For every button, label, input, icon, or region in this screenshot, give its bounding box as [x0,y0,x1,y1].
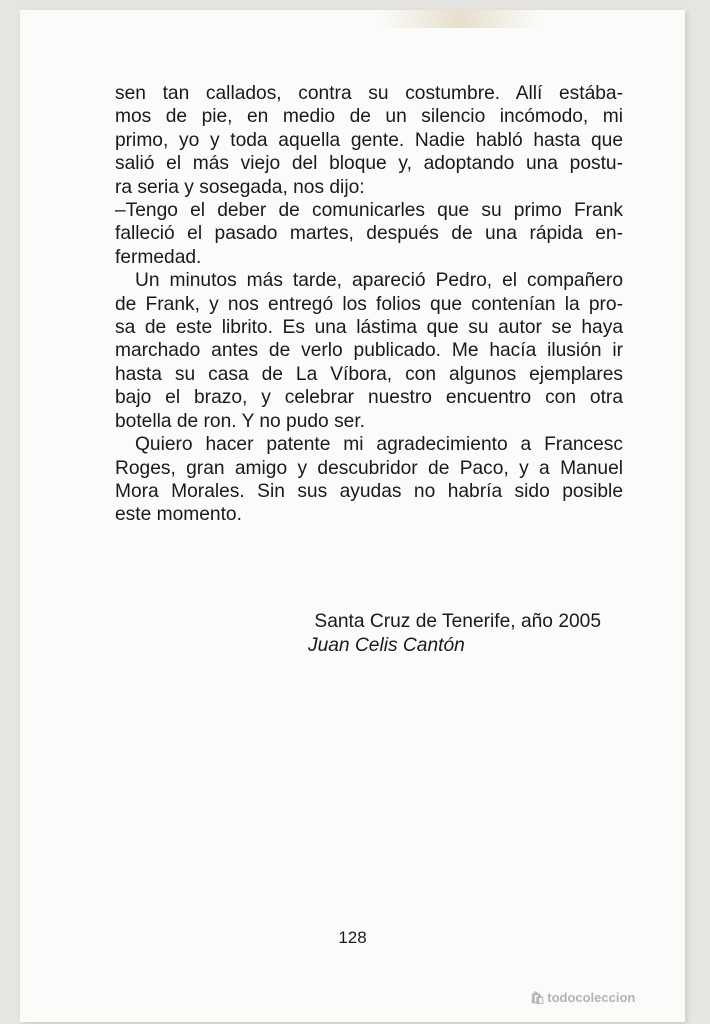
watermark-text: todocoleccion [547,990,636,1005]
text-line: de Frank, y nos entregó los folios que contenían la pro- [115,293,623,315]
text-line: sen tan callados, contra su costumbre. Allí estába- [115,83,623,104]
text-line: sa de este librito. Es una lástima que su autor se haya [115,317,623,339]
signature-author: Juan Celis Cantón [308,635,465,656]
text-line: Un minutos más tarde, apareció Pedro, el compañero [135,270,623,292]
text-line: marchado antes de verlo publicado. Me hacía ilusión ir [115,340,623,362]
text-line: fermedad. [115,246,202,268]
text-line: –Tengo el deber de comunicarles que su primo Frank [115,200,623,222]
text-line: primo, yo y toda aquella gente. Nadie habló hasta que [115,129,623,151]
page-number: 128 [338,928,367,947]
signature-place: Santa Cruz de Tenerife, año 2005 [314,611,601,632]
text-line: bajo el brazo, y celebrar nuestro encuentro con otra [115,387,623,409]
text-line: Quiero hacer patente mi agradecimiento a Francesc [135,434,623,456]
text-line: hasta su casa de La Víbora, con algunos ejemplares [115,363,623,385]
text-line: falleció el pasado martes, después de una rápida en- [115,223,623,245]
signature-block [115,610,623,658]
text-line: Mora Morales. Sin sus ayudas no habría sido posible [115,480,623,502]
paper-stain [380,10,540,28]
shopping-bag-icon: 🛍 [530,991,546,1005]
text-line: salió el más viejo del bloque y, adoptando una postu- [115,153,623,175]
text-line: ra seria y sosegada, nos dijo: [115,176,365,198]
watermark-logo [530,990,635,1005]
text-line: este momento. [115,504,242,526]
text-line: mos de pie, en medio de un silencio incómodo, mi [115,106,623,128]
body-text [115,82,623,527]
text-line: Roges, gran amigo y descubridor de Paco, y a Manuel [115,457,623,479]
text-line: botella de ron. Y no pudo ser. [115,410,365,432]
book-page [20,10,685,1022]
